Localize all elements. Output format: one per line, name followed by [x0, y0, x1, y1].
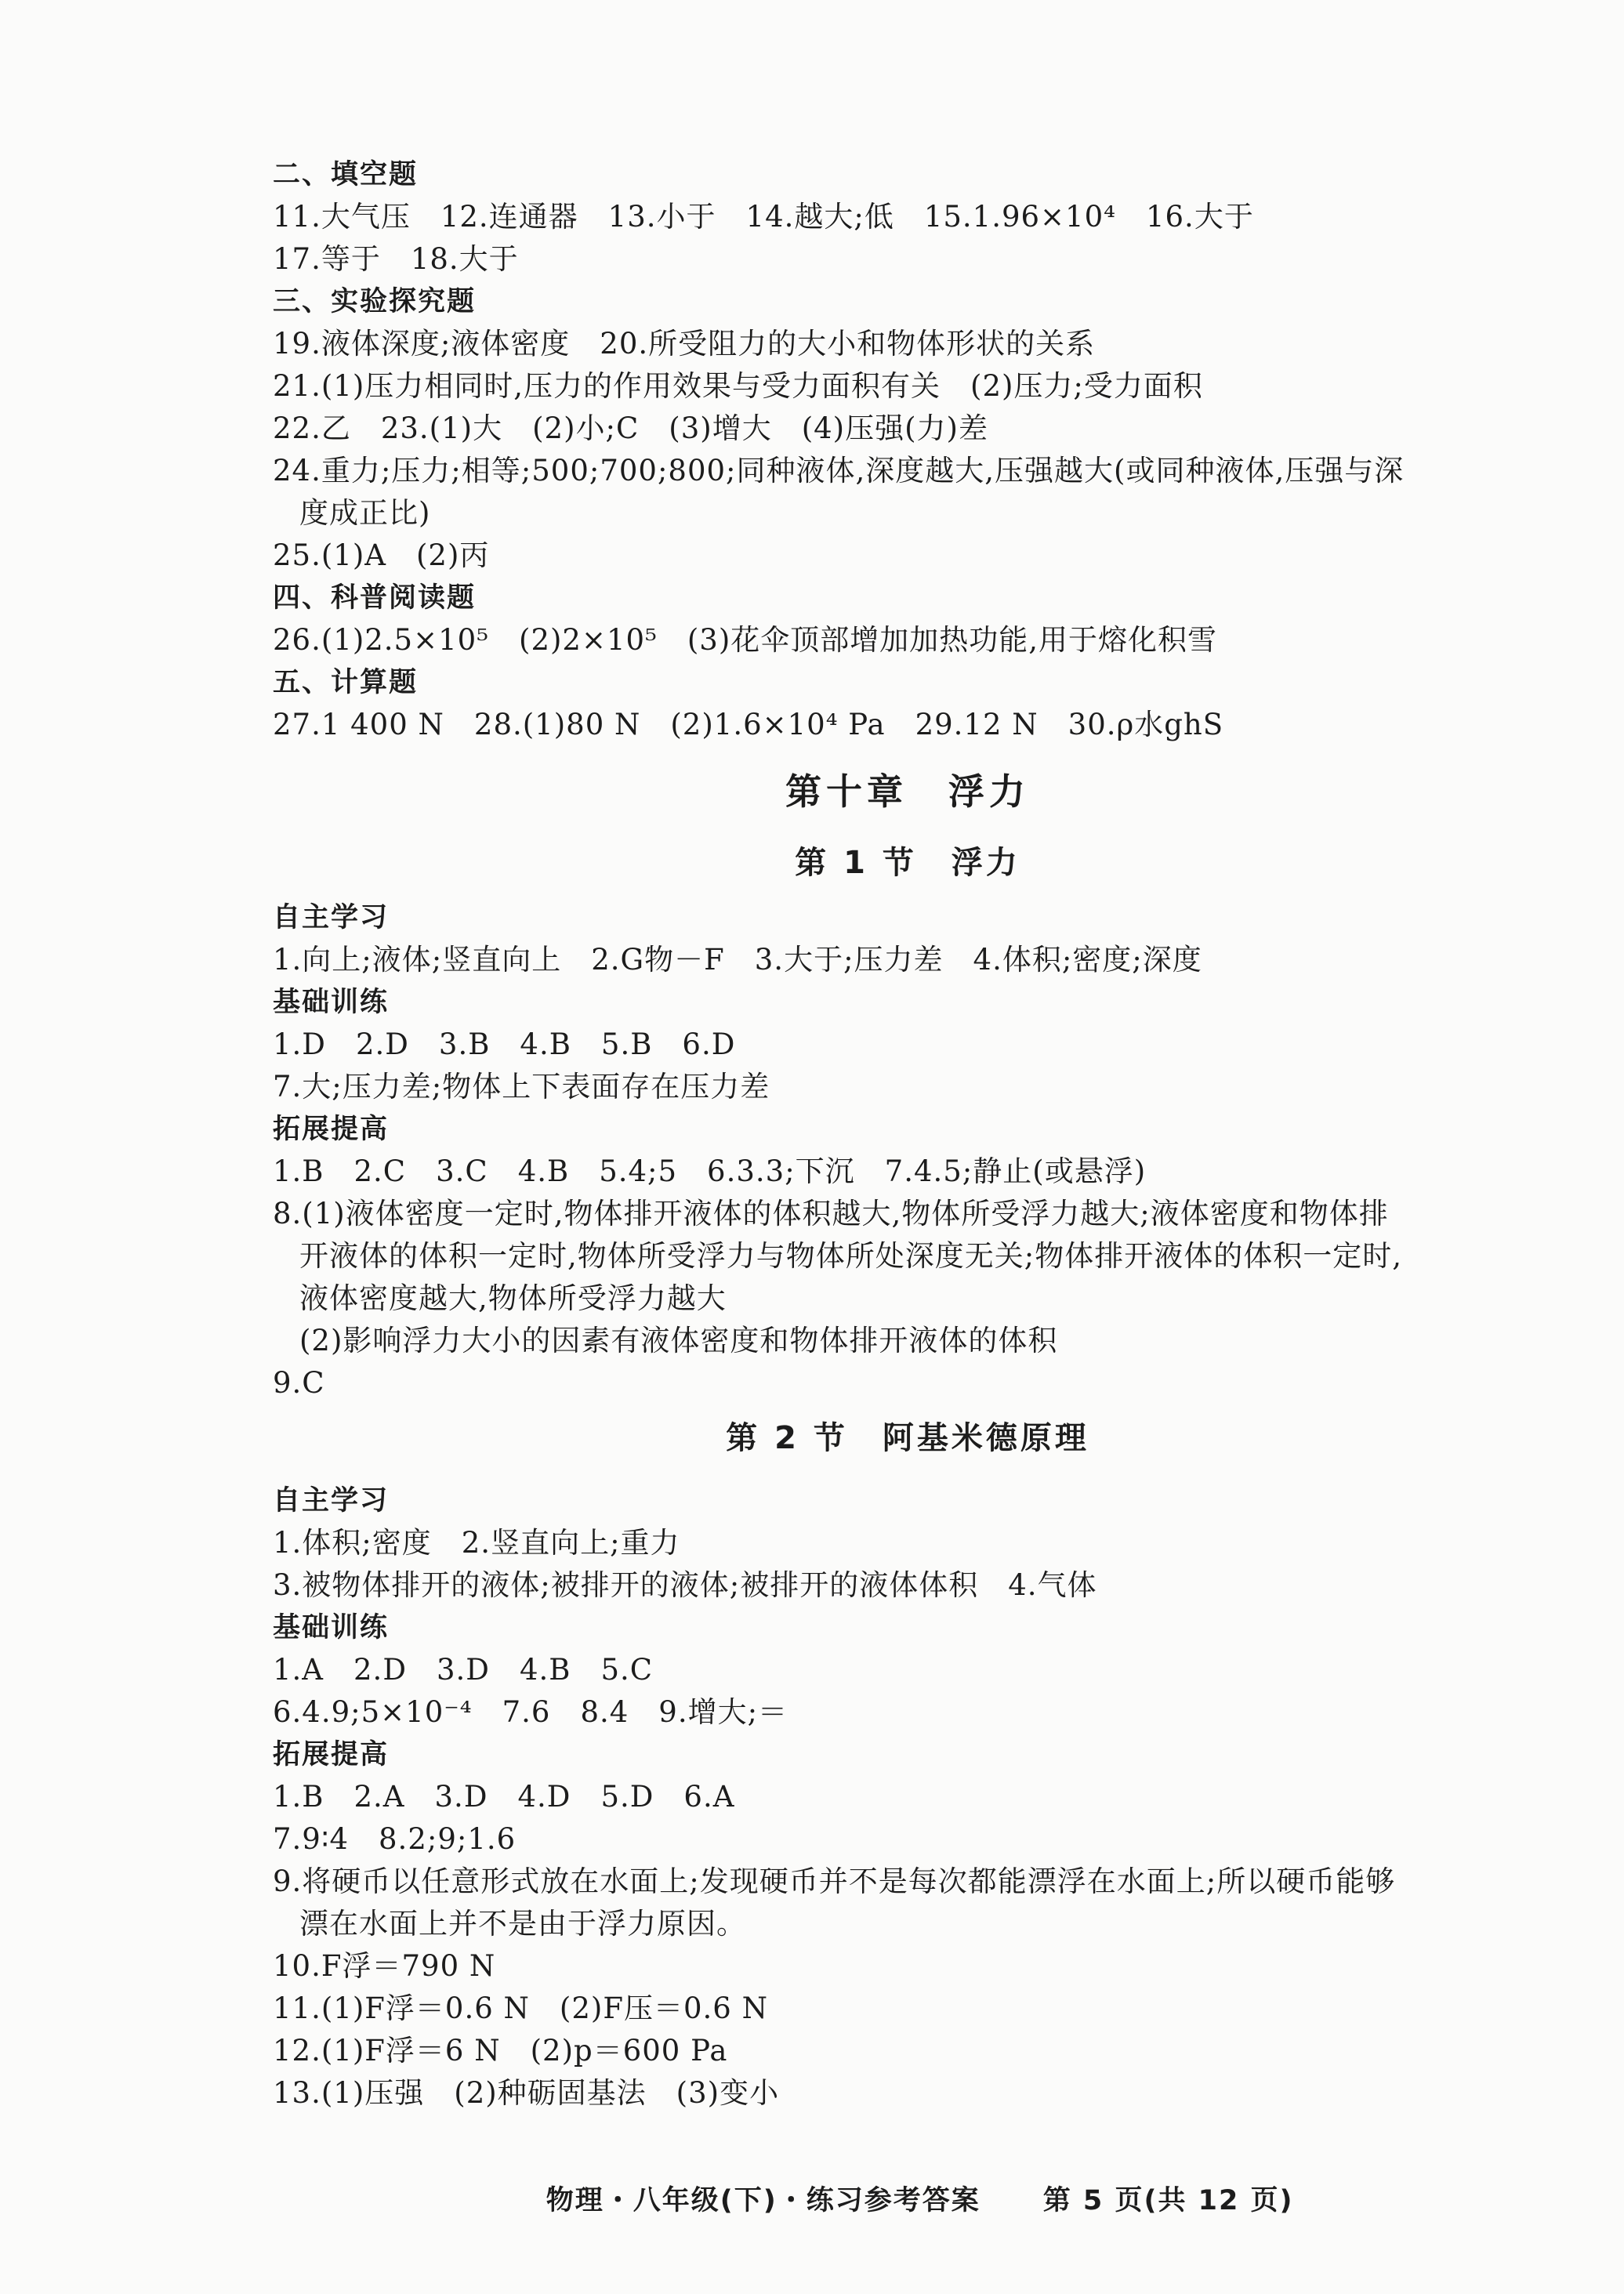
answer-content	[273, 154, 1542, 2115]
answer-line: 12.(1)F浮＝6 N (2)p＝600 Pa	[273, 2034, 728, 2067]
chapter-title: 第十章 浮力	[785, 770, 1030, 813]
section-heading: 基础训练	[273, 1612, 390, 1643]
answer-line: 9.将硬币以任意形式放在水面上;发现硬币并不是每次都能漂浮在水面上;所以硬币能够	[273, 1865, 1396, 1898]
section-heading: 拓展提高	[273, 1739, 390, 1770]
section-heading: 四、科普阅读题	[273, 582, 477, 614]
answer-line: 19.液体深度;液体密度 20.所受阻力的大小和物体形状的关系	[273, 327, 1096, 361]
answer-line: 17.等于 18.大于	[273, 242, 519, 276]
answer-line-continued: 开液体的体积一定时,物体所受浮力与物体所处深度无关;物体排开液体的体积一定时,	[299, 1239, 1402, 1273]
answer-line: 11.(1)F浮＝0.6 N (2)F压＝0.6 N	[273, 1991, 768, 2025]
page-footer	[502, 2147, 1411, 2249]
section-heading: 基础训练	[273, 987, 390, 1018]
answer-line: 27.1 400 N 28.(1)80 N (2)1.6×10⁴ Pa 29.12 N 30.ρ水ghS	[273, 708, 1224, 741]
answer-line: 21.(1)压力相同时,压力的作用效果与受力面积有关 (2)压力;受力面积	[273, 369, 1203, 403]
section-heading: 拓展提高	[273, 1114, 390, 1145]
answer-line: 7.9∶4 8.2;9;1.6	[273, 1822, 517, 1856]
answer-line: 10.F浮＝790 N	[273, 1949, 496, 1983]
answer-line: 1.B 2.A 3.D 4.D 5.D 6.A	[273, 1780, 735, 1814]
answer-line: 11.大气压 12.连通器 13.小于 14.越大;低 15.1.96×10⁴ 16.大于	[273, 200, 1254, 234]
answer-line: 6.4.9;5×10⁻⁴ 7.6 8.4 9.增大;＝	[273, 1695, 788, 1729]
answer-line: 13.(1)压强 (2)种砺固基法 (3)变小	[273, 2076, 780, 2110]
section-heading: 自主学习	[273, 902, 390, 933]
footer-page-number: 第 5 页(共 12 页)	[1042, 2185, 1294, 2216]
footer-subject: 物理・八年级(下)・练习参考答案	[546, 2185, 981, 2216]
answer-line: 8.(1)液体密度一定时,物体排开液体的体积越大,物体所受浮力越大;液体密度和物体排	[273, 1197, 1389, 1230]
answer-line-continued: 液体密度越大,物体所受浮力越大	[299, 1281, 727, 1315]
answer-line: 1.B 2.C 3.C 4.B 5.4;5 6.3.3;下沉 7.4.5;静止(或悬浮)	[273, 1154, 1147, 1188]
answer-line-continued: 度成正比)	[299, 496, 431, 530]
section-heading: 五、计算题	[273, 667, 419, 698]
answer-line: 1.A 2.D 3.D 4.B 5.C	[273, 1653, 654, 1687]
section-heading: 二、填空题	[273, 159, 419, 190]
answer-line: 1.体积;密度 2.竖直向上;重力	[273, 1526, 680, 1560]
answer-line: 7.大;压力差;物体上下表面存在压力差	[273, 1070, 770, 1104]
answer-line: 26.(1)2.5×10⁵ (2)2×10⁵ (3)花伞顶部增加加热功能,用于熔化积雪	[273, 623, 1218, 657]
section-title: 第 2 节 阿基米德原理	[726, 1420, 1089, 1456]
answer-line-continued: (2)影响浮力大小的因素有液体密度和物体排开液体的体积	[299, 1324, 1058, 1357]
section-heading: 三、实验探究题	[273, 286, 477, 317]
answer-line: 22.乙 23.(1)大 (2)小;C (3)增大 (4)压强(力)差	[273, 411, 988, 445]
answer-line-continued: 漂在水面上并不是由于浮力原因。	[299, 1907, 746, 1941]
answer-line: 3.被物体排开的液体;被排开的液体;被排开的液体体积 4.气体	[273, 1568, 1097, 1602]
answer-line: 1.D 2.D 3.B 4.B 5.B 6.D	[273, 1027, 736, 1061]
answer-line: 24.重力;压力;相等;500;700;800;同种液体,深度越大,压强越大(或同种液体,压强与深	[273, 454, 1405, 487]
answer-line: 1.向上;液体;竖直向上 2.G物－F 3.大于;压力差 4.体积;密度;深度	[273, 943, 1202, 977]
section-heading: 自主学习	[273, 1485, 390, 1517]
section-title: 第 1 节 浮力	[795, 845, 1020, 881]
answer-line: 9.C	[273, 1366, 325, 1400]
spacer	[273, 1472, 1542, 1480]
spacer	[273, 746, 1542, 754]
answer-line: 25.(1)A (2)丙	[273, 538, 490, 572]
